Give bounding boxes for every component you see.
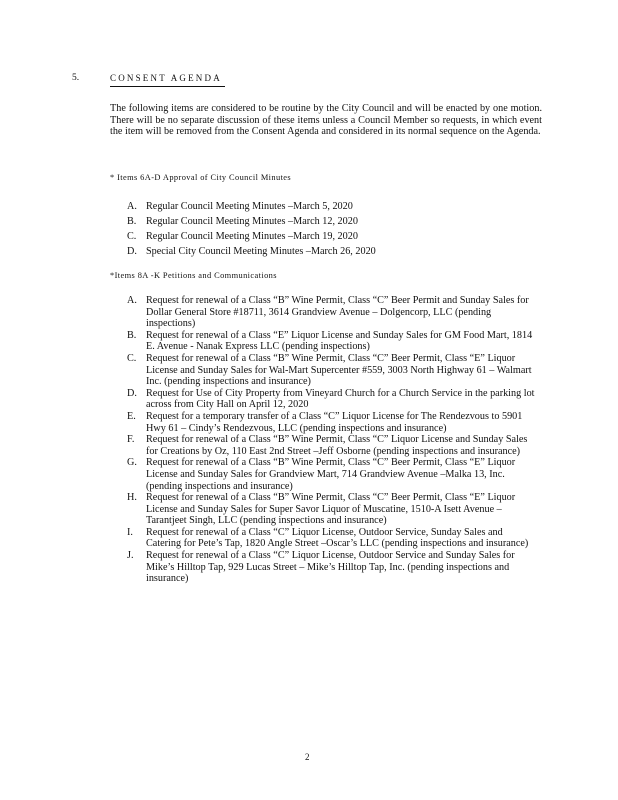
section-number: 5.	[72, 73, 80, 83]
item-letter: F.	[127, 434, 135, 446]
item-letter: D.	[127, 246, 137, 257]
list-item	[127, 550, 539, 585]
item-text: Request for Use of City Property from Vineyard Church for a Church Service in the parking lot across from City Hall on April 12, 2020	[146, 387, 535, 411]
page-number: 2	[305, 752, 310, 762]
list-item	[127, 231, 527, 246]
item-text: Regular Council Meeting Minutes –March 19, 2020	[146, 231, 358, 242]
intro-text: The following items are considered to be routine by the City Council and will be enacted by one motion. There will be no separate discussion of these items unless a Council Member so requests, in which event the item will be removed from the Consent Agenda and considered in its normal sequence on the Agenda.	[110, 103, 542, 138]
item-text: Request for renewal of a Class “C” Liquor License, Outdoor Service, Sunday Sales and Catering for Pete’s Tap, 1820 Angle Street –Oscar’s LLC (pending inspections and insurance)	[146, 526, 529, 550]
list-item	[127, 246, 527, 261]
list-item	[127, 201, 527, 216]
list-item	[127, 388, 539, 411]
list-item	[127, 434, 539, 457]
item-text: Regular Council Meeting Minutes –March 5, 2020	[146, 201, 353, 212]
intro-paragraph	[110, 103, 542, 138]
petitions-heading: *Items 8A -K Petitions and Communications	[110, 271, 277, 280]
section-title: CONSENT AGENDA	[110, 73, 225, 87]
petitions-list	[127, 295, 539, 585]
item-text: Request for renewal of a Class “B” Wine Permit, Class “C” Beer Permit, Class “E” Liquor License and Sunday Sales for Super Savor Liquor of Muscatine, 1510-A Isett Avenue –Tarantjeet Singh, LLC (pending inspections and insurance)	[146, 492, 516, 527]
item-text: Request for renewal of a Class “B” Wine Permit, Class “C” Beer Permit, Class “E” Liquor License and Sunday Sales for Grandview Mart, 714 Grandview Avenue –Malka 13, Inc. (pending inspections and insurance)	[146, 457, 516, 492]
item-letter: I.	[127, 526, 133, 538]
item-letter: B.	[127, 216, 137, 227]
item-text: Request for renewal of a Class “B” Wine Permit, Class “C” Beer Permit and Sunday Sales for Dollar General Store #18711, 3614 Grandview Avenue – Dolgencorp, LLC (pending inspections)	[146, 295, 529, 330]
item-text: Request for a temporary transfer of a Class “C” Liquor License for The Rendezvous to 5901 Hwy 61 – Cindy’s Rendezvous, LLC (pending inspections and insurance)	[146, 410, 523, 434]
minutes-list	[127, 201, 527, 261]
item-text: Request for renewal of a Class “B” Wine Permit, Class “C” Liquor License and Sunday Sales for Creations by Oz, 110 East 2nd Street –Jeff Osborne (pending inspections and insurance)	[146, 434, 528, 457]
minutes-heading: * Items 6A-D Approval of City Council Minutes	[110, 173, 292, 182]
item-letter: E.	[127, 410, 136, 422]
item-text: Regular Council Meeting Minutes –March 12, 2020	[146, 216, 358, 227]
item-letter: B.	[127, 329, 137, 341]
item-letter: C.	[127, 352, 137, 364]
item-letter: C.	[127, 231, 137, 242]
item-text: Special City Council Meeting Minutes –March 26, 2020	[146, 246, 376, 257]
item-letter: A.	[127, 201, 137, 212]
list-item	[127, 216, 527, 231]
item-text: Request for renewal of a Class “B” Wine Permit, Class “C” Beer Permit, Class “E” Liquor License and Sunday Sales for Wal-Mart Supercenter #559, 3003 North Highway 61 – Walmart Inc. (pending inspections and insurance)	[146, 352, 532, 388]
list-item	[127, 353, 539, 388]
list-item	[127, 295, 539, 330]
list-item	[127, 527, 539, 550]
item-letter: H.	[127, 492, 137, 504]
item-letter: A.	[127, 295, 137, 306]
item-letter: G.	[127, 457, 137, 469]
list-item	[127, 457, 539, 492]
item-letter: D.	[127, 387, 137, 399]
item-text: Request for renewal of a Class “E” Liquor License and Sunday Sales for GM Food Mart, 1814 E. Avenue - Nanak Express LLC (pending inspections)	[146, 329, 533, 353]
list-item	[127, 411, 539, 434]
item-text: Request for renewal of a Class “C” Liquor License, Outdoor Service and Sunday Sales for Mike’s Hilltop Tap, 929 Lucas Street – Mike’s Hilltop Tap, Inc. (pending inspections and insurance)	[146, 550, 515, 585]
list-item	[127, 330, 539, 353]
item-letter: J.	[127, 550, 134, 562]
list-item	[127, 492, 539, 527]
